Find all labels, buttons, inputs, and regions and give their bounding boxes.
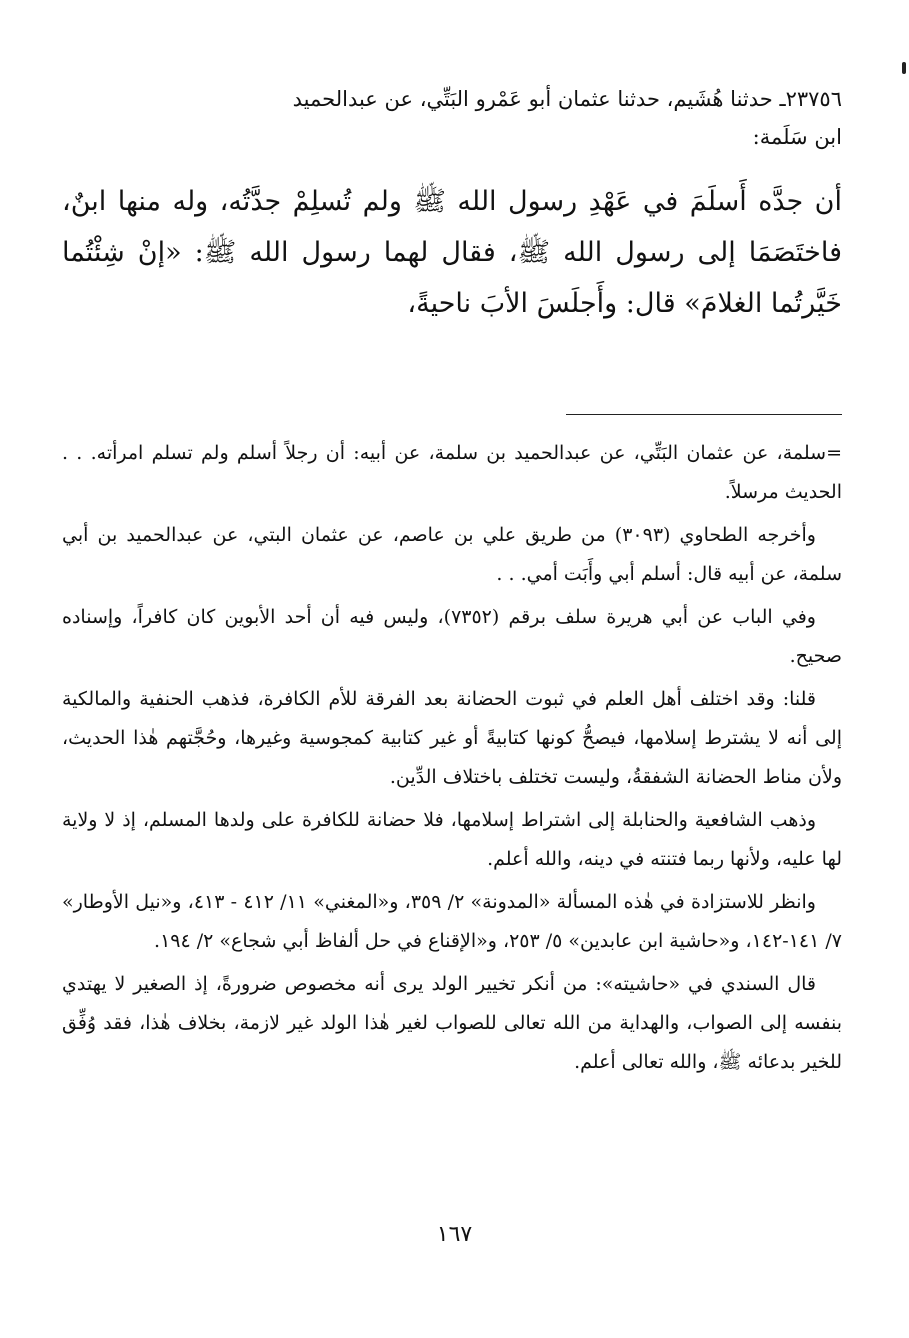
footnote-paragraph: =سلمة، عن عثمان البَتِّي، عن عبدالحميد بن سلمة، عن أبيه: أن رجلاً أسلم ولم تسلم امرأته. . . الحديث مرسلاً.: [62, 442, 842, 503]
footnotes: [62, 434, 842, 1086]
hadith-chain-line-1: ٢٣٧٥٦ـ حدثنا هُشَيم، حدثنا عثمان أبو عَمْرو البَتِّي، عن عبدالحميد: [292, 87, 842, 111]
hadith-text: أن جدَّه أَسلَمَ في عَهْدِ رسول الله ﷺ ولم تُسلِمْ جدَّتُه، وله منها ابنٌ، فاختَصَمَا إلى رسول الله ﷺ، فقال لهما رسول الله ﷺ: «إنْ شِئْتُما خَيَّرتُما الغلامَ» قال: وأَجلَسَ الأبَ ناحيةً،: [62, 186, 842, 319]
footnote-paragraph: قال السندي في «حاشيته»: من أنكر تخيير الولد يرى أنه مخصوص ضرورةً، إذ الصغير لا يهتدي بنفسه إلى الصواب، والهداية من الله تعالى للصواب لغير هٰذا الولد غير لازمة، بخلاف هٰذا، فقد وُفِّق للخير بدعائه ﷺ، والله تعالى أعلم.: [62, 973, 842, 1073]
margin-mark: [902, 62, 906, 74]
footnote-paragraph: وفي الباب عن أبي هريرة سلف برقم (٧٣٥٢)، وليس فيه أن أحد الأبوين كان كافراً، وإسناده صحيح.: [62, 606, 842, 667]
footnote-separator: [566, 414, 842, 415]
footnote-paragraph: قلنا: وقد اختلف أهل العلم في ثبوت الحضانة بعد الفرقة للأم الكافرة، فذهب الحنفية والمالكية إلى أنه لا يشترط إسلامها، فيصحُّ كونها كتابيةً أو غير كتابية كمجوسية وغيرها، وحُجَّتهم هٰذا الحديث، ولأن مناط الحضانة الشفقةُ، وليست تختلف باختلاف الدِّين.: [62, 688, 842, 788]
footnote-paragraph: وذهب الشافعية والحنابلة إلى اشتراط إسلامها، فلا حضانة للكافرة على ولدها المسلم، إذ لا ولاية لها عليه، ولأنها ربما فتنته في دينه، والله أعلم.: [62, 809, 842, 870]
page-number: ١٦٧: [436, 1222, 473, 1247]
hadith-chain-line-2: ابن سَلَمة:: [752, 125, 842, 149]
footnote-paragraph: وأخرجه الطحاوي (٣٠٩٣) من طريق علي بن عاصم، عن عثمان البتي، عن عبدالحميد بن أبي سلمة، عن أبيه قال: أسلم أبي وأَبَت أمي. . .: [62, 524, 842, 585]
footnote-paragraph: وانظر للاستزادة في هٰذه المسألة «المدونة» ٢/ ٣٥٩، و«المغني» ١١/ ٤١٢ - ٤١٣، و«نيل الأوطار» ٧/ ١٤١-١٤٢، و«حاشية ابن عابدين» ٥/ ٢٥٣، و«الإقناع في حل ألفاظ أبي شجاع» ٢/ ١٩٤.: [62, 891, 842, 952]
hadith-chain: [62, 80, 842, 156]
